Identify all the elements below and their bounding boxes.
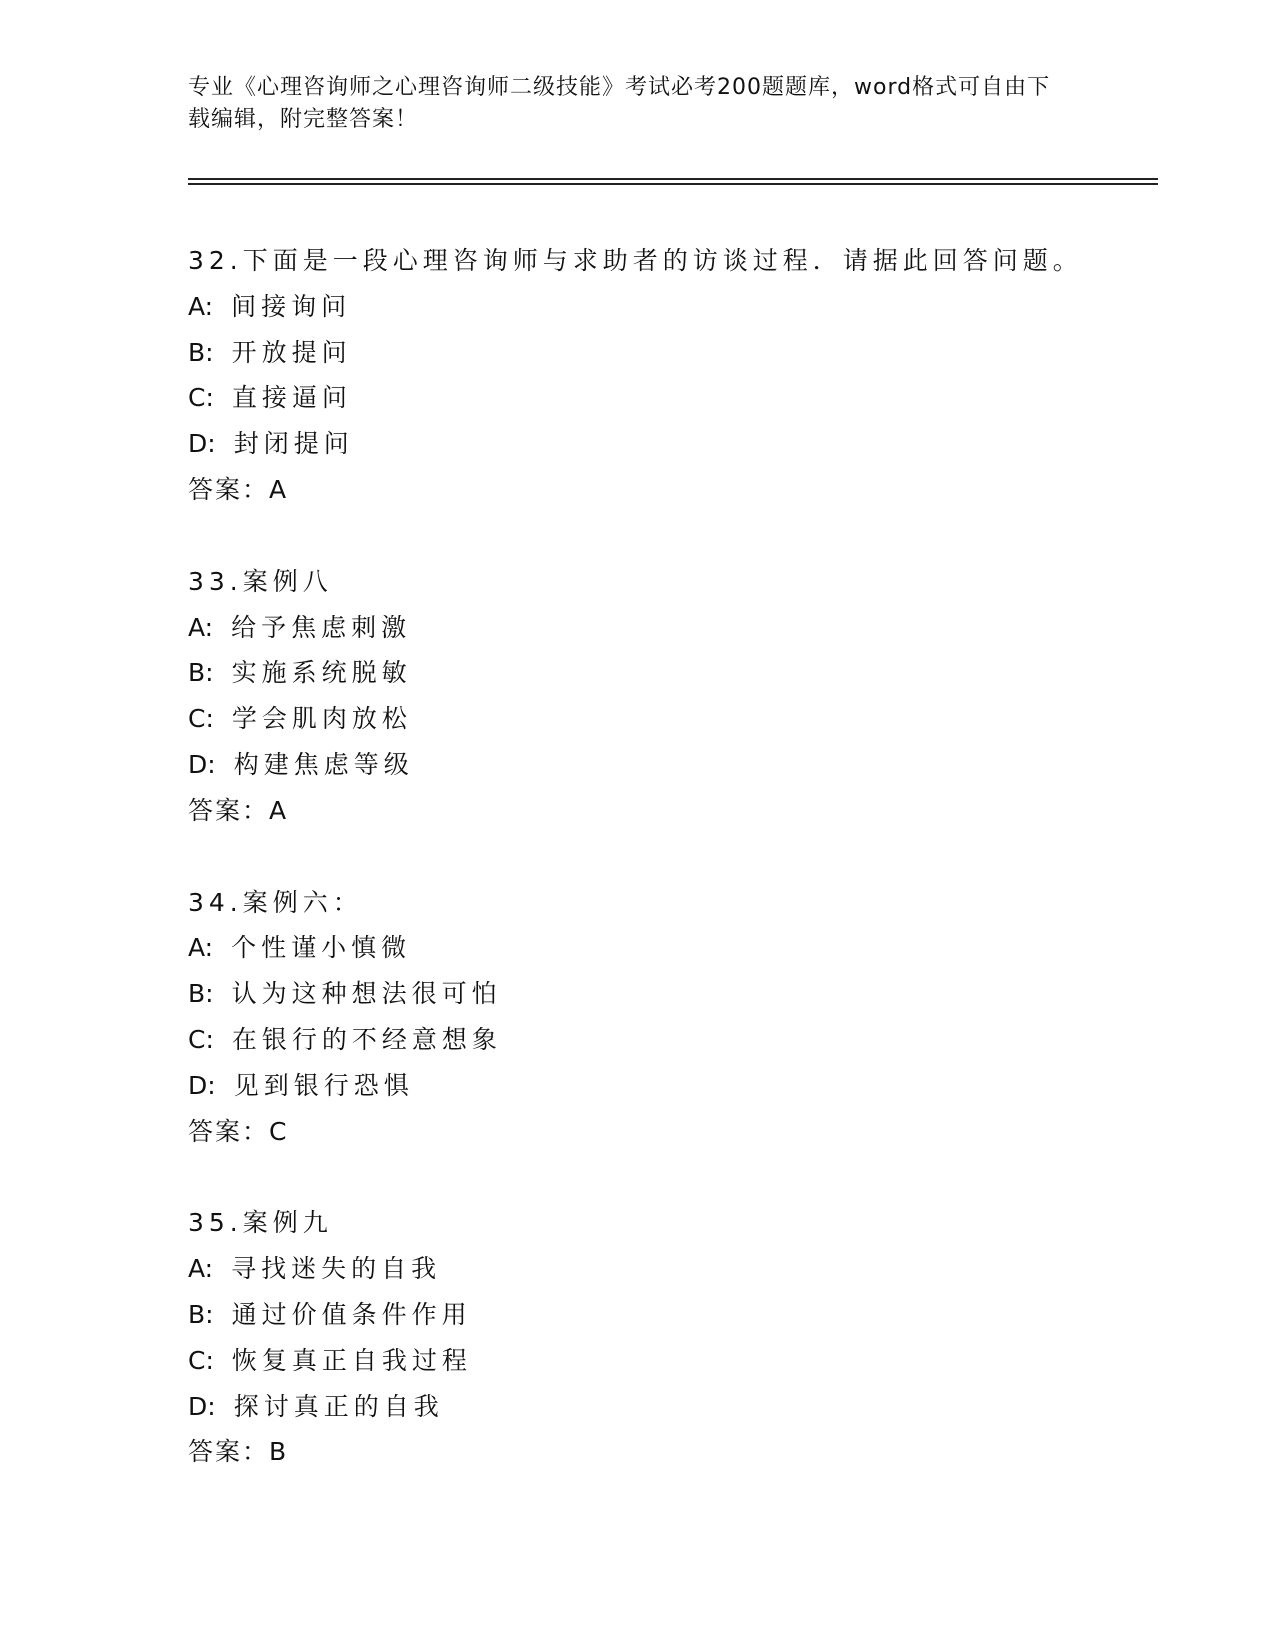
option-a bbox=[188, 605, 1148, 651]
answer-line: 答案：A bbox=[188, 474, 289, 504]
option-label: B: bbox=[188, 979, 214, 1009]
option-c bbox=[188, 696, 1148, 742]
answer-line: 答案：C bbox=[188, 1116, 289, 1146]
option-b bbox=[188, 650, 1148, 696]
answer-line: 答案：B bbox=[188, 1437, 289, 1467]
option-label: A: bbox=[188, 612, 214, 642]
header-divider-top bbox=[188, 178, 1158, 180]
option-label: C: bbox=[188, 1024, 214, 1054]
question-stem: 33.案例八 bbox=[188, 566, 333, 596]
option-text: 直接逼问 bbox=[231, 383, 352, 413]
option-b bbox=[188, 330, 1148, 376]
option-label: A: bbox=[188, 1254, 214, 1284]
option-c bbox=[188, 1017, 1148, 1063]
option-label: B: bbox=[188, 337, 214, 367]
option-text: 在银行的不经意想象 bbox=[231, 1024, 502, 1054]
question-stem: 35.案例九 bbox=[188, 1208, 333, 1238]
option-text: 开放提问 bbox=[231, 337, 352, 367]
option-text: 间接询问 bbox=[231, 291, 352, 321]
answer-line: 答案：A bbox=[188, 795, 289, 825]
option-label: C: bbox=[188, 1345, 214, 1375]
option-c bbox=[188, 1338, 1148, 1384]
question-list bbox=[188, 238, 1148, 1521]
option-d bbox=[188, 421, 1148, 467]
option-c bbox=[188, 375, 1148, 421]
document-header: 专业《心理咨询师之心理咨询师二级技能》考试必考200题题库，word格式可自由下载编辑，附完整答案！ bbox=[188, 75, 1051, 132]
option-b bbox=[188, 971, 1148, 1017]
option-text: 探讨真正的自我 bbox=[233, 1391, 444, 1421]
option-text: 通过价值条件作用 bbox=[231, 1299, 472, 1329]
option-d bbox=[188, 1384, 1148, 1430]
option-a bbox=[188, 284, 1148, 330]
option-d bbox=[188, 1063, 1148, 1109]
option-label: D: bbox=[188, 429, 216, 459]
option-label: C: bbox=[188, 383, 214, 413]
option-text: 认为这种想法很可怕 bbox=[231, 979, 502, 1009]
option-label: B: bbox=[188, 1299, 214, 1329]
question-33 bbox=[188, 559, 1148, 834]
question-32 bbox=[188, 238, 1148, 513]
option-label: D: bbox=[188, 1391, 216, 1421]
option-text: 个性谨小慎微 bbox=[231, 933, 412, 963]
option-text: 见到银行恐惧 bbox=[233, 1070, 414, 1100]
option-label: D: bbox=[188, 1070, 216, 1100]
option-text: 寻找迷失的自我 bbox=[231, 1254, 442, 1284]
option-text: 构建焦虑等级 bbox=[233, 749, 414, 779]
question-34 bbox=[188, 880, 1148, 1155]
option-b bbox=[188, 1292, 1148, 1338]
option-label: B: bbox=[188, 658, 214, 688]
option-d bbox=[188, 742, 1148, 788]
header-divider-bottom bbox=[188, 183, 1158, 185]
option-text: 恢复真正自我过程 bbox=[231, 1345, 472, 1375]
option-label: D: bbox=[188, 749, 216, 779]
option-a bbox=[188, 1246, 1148, 1292]
option-label: C: bbox=[188, 704, 214, 734]
option-a bbox=[188, 925, 1148, 971]
question-35 bbox=[188, 1200, 1148, 1475]
option-text: 实施系统脱敏 bbox=[231, 658, 412, 688]
option-text: 学会肌肉放松 bbox=[231, 704, 412, 734]
option-label: A: bbox=[188, 933, 214, 963]
question-stem: 34.案例六： bbox=[188, 887, 363, 917]
question-stem: 32.下面是一段心理咨询师与求助者的访谈过程．请据此回答问题。 bbox=[188, 246, 1083, 275]
option-text: 给予焦虑刺激 bbox=[231, 612, 412, 642]
option-label: A: bbox=[188, 291, 214, 321]
option-text: 封闭提问 bbox=[233, 429, 354, 459]
